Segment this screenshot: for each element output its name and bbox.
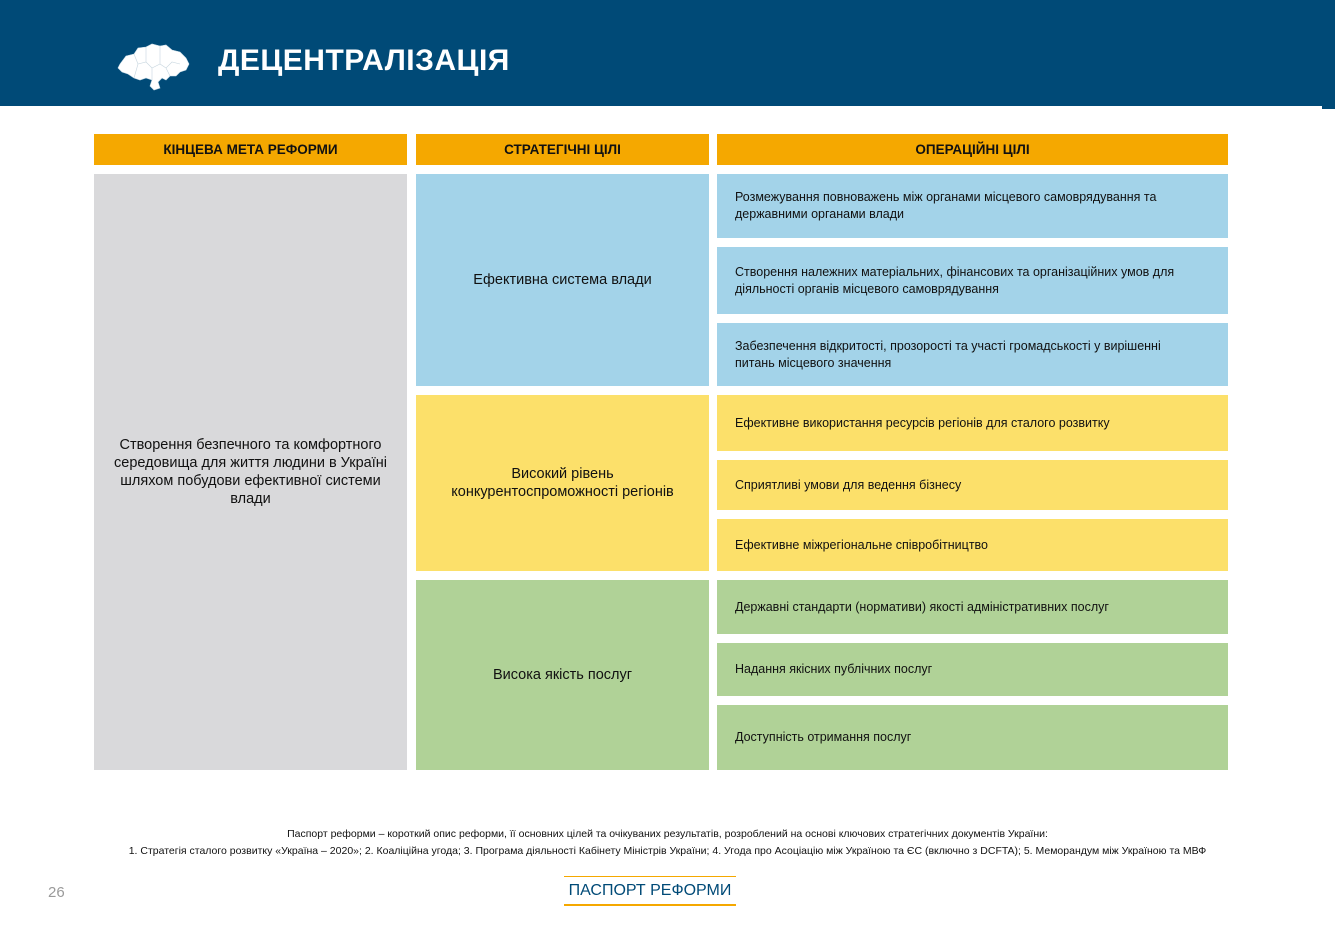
header-edge <box>1322 0 1335 109</box>
operational-goal-text: Ефективне використання ресурсів регіонів для сталого розвитку <box>735 415 1110 430</box>
column-header-operational: ОПЕРАЦІЙНІ ЦІЛІ <box>717 134 1228 165</box>
operational-goal <box>717 643 1228 696</box>
final-goal-text: Створення безпечного та комфортного середовища для життя людини в Україні шляхом побудови ефективної системи влади <box>114 437 387 507</box>
strategic-goal-text: Висока якість послуг <box>492 667 633 683</box>
operational-goal-text: Надання якісних публічних послуг <box>735 662 933 676</box>
operational-goal-text: Забезпечення відкритості, прозорості та участі громадськості у вирішенні питань місцевого значення <box>735 338 1161 370</box>
operational-goal-text: Розмежування повноважень між органами місцевого самоврядування та державними органами влади <box>735 190 1157 221</box>
operational-goal <box>717 395 1228 451</box>
operational-goal <box>717 174 1228 238</box>
operational-goal-text: Доступність отримання послуг <box>735 730 912 744</box>
reform-passport-badge: ПАСПОРТ РЕФОРМИ <box>564 876 736 906</box>
operational-goal-text: Створення належних матеріальних, фінансових та організаційних умов для діяльності органів місцевого самоврядування <box>735 264 1175 296</box>
strategic-goal-text: Високий рівень конкурентоспроможності регіонів <box>451 466 674 500</box>
page-title: ДЕЦЕНТРАЛІЗАЦІЯ <box>218 44 510 77</box>
operational-goal-text: Сприятливі умови для ведення бізнесу <box>735 477 962 492</box>
page-number: 26 <box>48 884 65 901</box>
strategic-goal-governance <box>416 174 709 386</box>
operational-goal <box>717 580 1228 634</box>
footer-note: Паспорт реформи – короткий опис реформи, її основних цілей та очікуваних результатів, розроблений на основі ключових стратегічних документів України: <box>287 828 1048 840</box>
footer-sources: 1. Стратегія сталого розвитку «Україна – 2020»; 2. Коаліційна угода; 3. Програма діяльності Кабінету Міністрів України; 4. Угода про Асоціацію між Україною та ЄС (включно з DCFTA); 5. Меморандум між Україною та МВФ <box>128 845 1207 857</box>
ukraine-map-icon <box>116 42 190 92</box>
operational-goal <box>717 460 1228 510</box>
operational-goal <box>717 705 1228 770</box>
column-header-goal: КІНЦЕВА МЕТА РЕФОРМИ <box>94 134 407 165</box>
strategic-goal-services <box>416 580 709 770</box>
operational-goal-text: Ефективне міжрегіональне співробітництво <box>735 537 988 552</box>
operational-goal <box>717 519 1228 571</box>
column-header-strategic: СТРАТЕГІЧНІ ЦІЛІ <box>416 134 709 165</box>
header-bar <box>0 0 1322 106</box>
strategic-goal-text: Ефективна система влади <box>473 272 652 288</box>
operational-goal <box>717 247 1228 314</box>
operational-goal-text: Державні стандарти (нормативи) якості адміністративних послуг <box>735 599 1109 614</box>
final-goal-cell <box>94 174 407 770</box>
operational-goal <box>717 323 1228 386</box>
strategic-goal-competitiveness <box>416 395 709 571</box>
